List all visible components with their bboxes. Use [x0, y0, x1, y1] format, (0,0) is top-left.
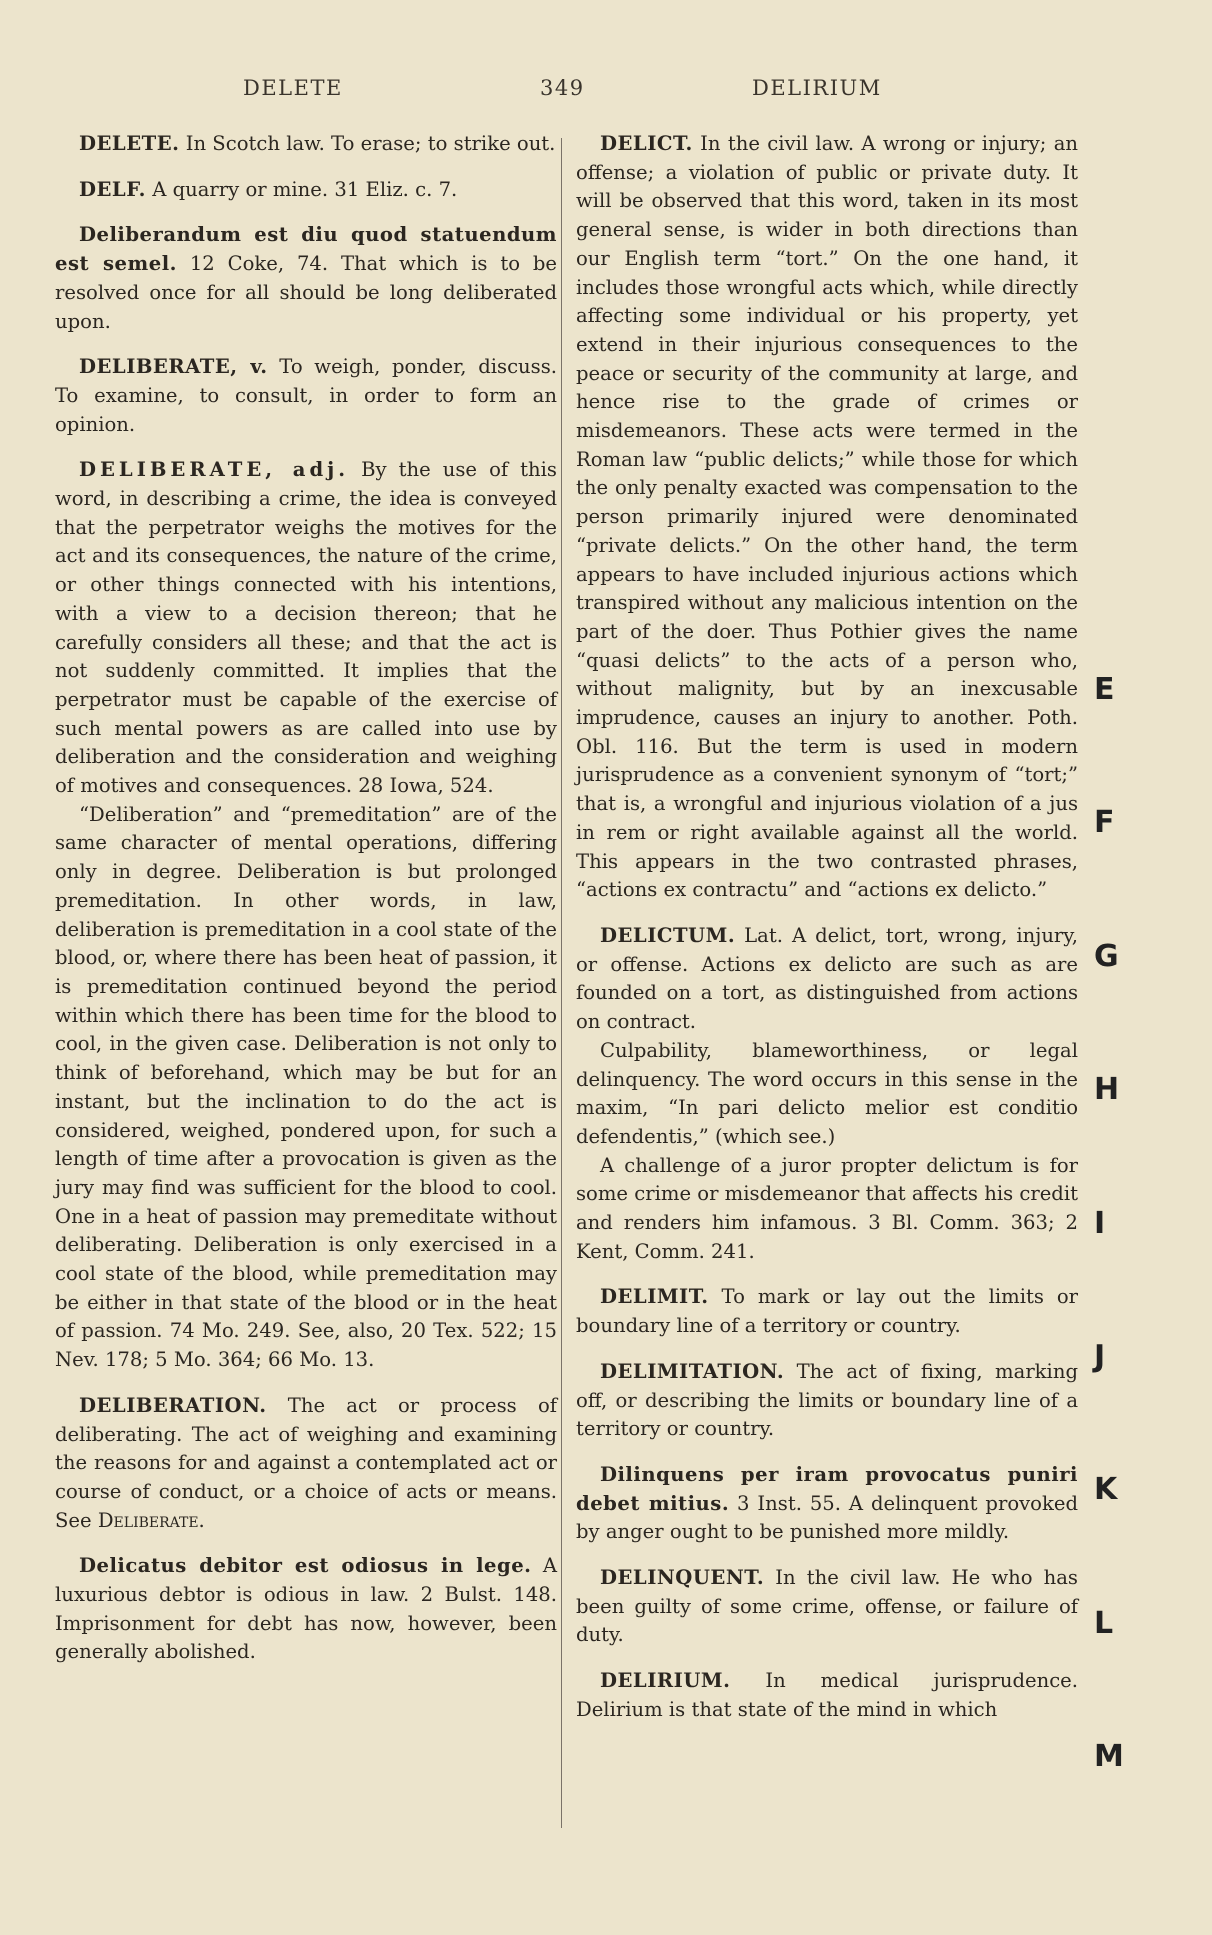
- thumb-index-letter: H: [1094, 1072, 1120, 1107]
- definition: In the civil law. He who has been guilty of some crime, offense, or failure of duty.: [576, 1566, 1078, 1647]
- entry-delictum: [576, 922, 1078, 1037]
- entry-delictum-challenge: [576, 1152, 1078, 1267]
- definition: A quarry or mine. 31 Eliz. c. 7.: [145, 177, 458, 201]
- entry-dilinquens: [576, 1461, 1078, 1547]
- definition: To weigh, ponder, discuss. To examine, to consult, in order to form an opinion.: [55, 355, 558, 436]
- entry-deliberate-verb: [55, 353, 557, 439]
- definition: By the use of this word, in describing a crime, the idea is conveyed that the perpetrator weighs the motives for the act and its consequences, the nature of the crime, or other things connected with his intentions, with a view to a decision thereon; that he carefully considers all these; and that the act is not suddenly committed. It implies that the perpetrator must be capable of the exercise of such mental powers as are called into use by deliberation and the consideration and weighing of motives and consequences. 28 Iowa, 524.: [55, 458, 557, 798]
- headword: Deliberandum est diu quod statuendum est semel.: [55, 223, 557, 276]
- headword: Dilinquens per iram provocatus puniri debet mitius.: [576, 1462, 1078, 1515]
- thumb-index-letter: G: [1094, 939, 1119, 974]
- page-number: 349: [540, 76, 585, 100]
- headword: Delicatus debitor est odiosus in lege.: [79, 1554, 532, 1578]
- definition: A luxurious debtor is odious in law. 2 Bulst. 148. Imprisonment for debt has now, however, been generally abolished.: [55, 1554, 557, 1664]
- definition: Lat. A delict, tort, wrong, injury, or offense. Actions ex delicto are such as are founded on a tort, as distinguished from actions on contract.: [576, 923, 1078, 1034]
- definition: A challenge of a juror propter delictum is for some crime or misdemeanor that affects his credit and renders him infamous. 3 Bl. Comm. 363; 2 Kent, Comm. 241.: [576, 1153, 1078, 1263]
- thumb-index-letter: I: [1094, 1206, 1106, 1241]
- running-head-right: DELIRIUM: [752, 76, 882, 100]
- definition: “Deliberation” and “premeditation” are of the same character of mental operations, differing only in degree. Deliberation is but prolonged premeditation. In other words, in law, deliberation is premeditation in a cool state of the blood, or, where there has been heat of passion, it is premeditation continued beyond the period within which there has been time for the blood to cool, in the given case. Deliberation is not only to think of beforehand, which may be but for an instant, but the inclination to do the act is considered, weighed, pondered upon, for such a length of time after a provocation is given as the jury may find was sufficient for the blood to cool. One in a heat of passion may premeditate without deliberating. Deliberation is only exercised in a cool state of the blood, while premeditation may be either in that state of the blood or in the heat of passion. 74 Mo. 249. See, also, 20 Tex. 522; 15 Nev. 178; 5 Mo. 364; 66 Mo. 13.: [55, 802, 557, 1372]
- left-column: [55, 130, 557, 1684]
- headword: DELIMIT.: [600, 1285, 709, 1309]
- cross-reference: Deliberate.: [97, 1508, 205, 1532]
- thumb-index-letter: L: [1094, 1606, 1114, 1641]
- headword: DELINQUENT.: [600, 1566, 765, 1590]
- headword: DELICTUM.: [600, 923, 736, 947]
- definition: 12 Coke, 74. That which is to be resolved once for all should be long deliberated upon.: [55, 252, 557, 333]
- definition: In the civil law. A wrong or injury; an offense; a violation of public or private duty. It will be observed that this word, taken in its most general sense, is wider in both directions than our English term “tort.” On the one hand, it includes those wrongful acts which, while directly affecting some individual or his property, yet extend in their injurious consequences to the peace or security of the community at large, and hence rise to the grade of crimes or misdemeanors. These acts were termed in the Roman law “public delicts;” while those for which the only penalty exacted was compensation to the person primarily injured were denominated “private delicts.” On the other hand, the term appears to have included injurious actions which transpired without any malicious intention on the part of the doer. Thus Pothier gives the name “quasi delicts” to the acts of a person who, without malignity, but by an inexcusable imprudence, causes an injury to another. Poth. Obl. 116. But the term is used in modern jurisprudence as a convenient synonym of “tort;” that is, a wrongful and injurious violation of a jus in rem or right available against all the world. This appears in the two contrasted phrases, “actions ex contractu” and “actions ex delicto.”: [576, 132, 1078, 902]
- entry-delinquent: [576, 1564, 1078, 1650]
- headword: DELIMITATION.: [600, 1359, 785, 1383]
- headword: DELIBERATION.: [79, 1393, 267, 1417]
- entry-delimit: [576, 1283, 1078, 1340]
- entry-deliberate-adj-cont: [55, 801, 557, 1375]
- entry-delimitation: [576, 1358, 1078, 1444]
- right-column: [576, 130, 1078, 1742]
- thumb-index-letter: J: [1094, 1339, 1106, 1374]
- running-head-left: DELETE: [243, 76, 343, 100]
- definition: To mark or lay out the limits or boundary line of a territory or country.: [576, 1285, 1078, 1338]
- headword: DELETE.: [79, 132, 180, 155]
- definition: The act or process of deliberating. The act of weighing and examining the reasons for and against a contemplated act or course of conduct, or a choice of acts or means. See: [55, 1393, 557, 1532]
- entry-deliberation: [55, 1392, 557, 1536]
- thumb-index-letter: K: [1094, 1472, 1118, 1507]
- definition: The act of fixing, marking off, or describing the limits or boundary line of a territory or country.: [576, 1359, 1078, 1441]
- entry-delete: [55, 130, 557, 159]
- entry-delictum-culpability: [576, 1037, 1078, 1152]
- entry-delf: [55, 176, 557, 205]
- entry-deliberate-adj: [55, 456, 557, 800]
- definition: In Scotch law. To erase; to strike out.: [179, 132, 556, 155]
- headword: DELICT.: [600, 132, 693, 155]
- headword: DELIRIUM.: [600, 1669, 731, 1693]
- entry-delirium: [576, 1667, 1078, 1724]
- entry-delict: [576, 130, 1078, 905]
- definition: Culpability, blameworthiness, or legal delinquency. The word occurs in this sense in the maxim, “In pari delicto melior est conditio defendentis,” (which see.): [576, 1038, 1078, 1148]
- thumb-index-letter: M: [1094, 1739, 1124, 1774]
- column-divider: [561, 138, 562, 1828]
- entry-deliberandum: [55, 221, 557, 336]
- definition: In medical jurisprudence. Delirium is that state of the mind in which: [576, 1669, 1078, 1721]
- headword: DELIBERATE, adj.: [79, 458, 350, 482]
- headword: DELF.: [79, 177, 146, 201]
- entry-delicatus: [55, 1552, 557, 1667]
- thumb-index-letter: E: [1094, 672, 1115, 707]
- definition: 3 Inst. 55. A delinquent provoked by anger ought to be punished more mildly.: [576, 1491, 1078, 1544]
- headword: DELIBERATE, v.: [79, 355, 268, 379]
- thumb-index-letter: F: [1094, 805, 1115, 840]
